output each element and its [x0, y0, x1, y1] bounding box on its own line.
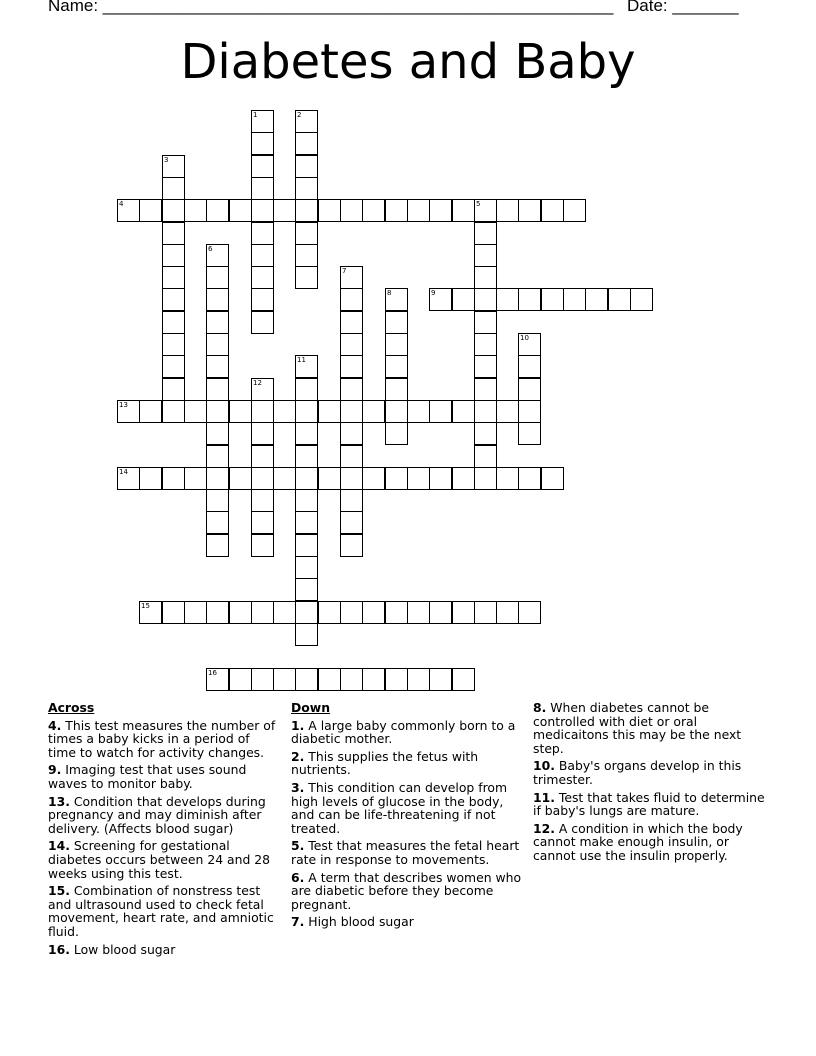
grid-cell[interactable]: [184, 400, 207, 423]
grid-cell[interactable]: [474, 378, 497, 401]
grid-cell[interactable]: [139, 467, 162, 490]
grid-cell[interactable]: [496, 400, 519, 423]
clue-item: [291, 839, 523, 866]
clue-item: [291, 871, 523, 912]
grid-cell[interactable]: [429, 288, 452, 311]
clue-number: 13.: [48, 793, 70, 809]
grid-cell[interactable]: [295, 199, 318, 222]
grid-cell[interactable]: [251, 199, 274, 222]
grid-cell[interactable]: [251, 132, 274, 155]
grid-cell[interactable]: [362, 601, 385, 624]
grid-cell[interactable]: [518, 355, 541, 378]
grid-cell[interactable]: [162, 266, 185, 289]
clue-number: 8.: [533, 700, 547, 715]
clue-text: This supplies the fetus with nutrients.: [291, 748, 479, 778]
grid-cell[interactable]: [162, 400, 185, 423]
grid-cell[interactable]: [162, 333, 185, 356]
grid-cell[interactable]: [206, 668, 229, 691]
grid-cell[interactable]: [206, 333, 229, 356]
grid-cell[interactable]: [474, 445, 497, 468]
date-field-label[interactable]: Date: _______: [627, 0, 739, 15]
clue-item: [48, 943, 280, 957]
grid-cell[interactable]: [385, 378, 408, 401]
grid-cell[interactable]: [273, 668, 296, 691]
clue-item: [533, 791, 765, 818]
clue-number-label: 13: [119, 401, 128, 409]
grid-cell[interactable]: [385, 422, 408, 445]
grid-cell[interactable]: [117, 400, 140, 423]
grid-cell[interactable]: [206, 355, 229, 378]
grid-cell[interactable]: [340, 378, 363, 401]
grid-cell[interactable]: [474, 333, 497, 356]
grid-cell[interactable]: [340, 311, 363, 334]
grid-cell[interactable]: [251, 288, 274, 311]
grid-cell[interactable]: [340, 534, 363, 557]
grid-cell[interactable]: [251, 222, 274, 245]
grid-cell[interactable]: [340, 467, 363, 490]
grid-cell[interactable]: [318, 199, 341, 222]
down-continued-clue-list: [533, 701, 765, 863]
clue-number: 15.: [48, 883, 70, 899]
grid-cell[interactable]: [295, 556, 318, 579]
clue-text: High blood sugar: [304, 914, 414, 930]
grid-cell[interactable]: [340, 668, 363, 691]
grid-cell[interactable]: [184, 601, 207, 624]
clue-text: A condition in which the body cannot make enough insulin, or cannot use the insulin properly.: [533, 820, 743, 863]
grid-cell[interactable]: [206, 534, 229, 557]
grid-cell[interactable]: [385, 668, 408, 691]
grid-cell[interactable]: [407, 400, 430, 423]
clue-text: Combination of nonstress test and ultrasound used to check fetal movement, heart rate, and amniotic fluid.: [48, 883, 274, 939]
down-clue-list: [291, 719, 523, 929]
grid-cell[interactable]: [474, 601, 497, 624]
grid-cell[interactable]: [340, 266, 363, 289]
grid-cell[interactable]: [184, 199, 207, 222]
grid-cell[interactable]: [295, 489, 318, 512]
grid-cell[interactable]: [162, 601, 185, 624]
clue-item: [533, 759, 765, 786]
grid-cell[interactable]: [251, 244, 274, 267]
grid-cell[interactable]: [295, 355, 318, 378]
grid-cell[interactable]: [385, 601, 408, 624]
grid-cell[interactable]: [229, 400, 252, 423]
grid-cell[interactable]: [318, 668, 341, 691]
clue-text: Baby's organs develop in this trimester.: [533, 758, 742, 787]
clue-number-label: 10: [520, 334, 529, 342]
clue-item: [533, 822, 765, 863]
clue-number-label: 15: [141, 602, 150, 610]
clue-text: Condition that develops during pregnancy and may diminish after delivery. (Affects blood sugar): [48, 793, 266, 836]
grid-cell[interactable]: [251, 177, 274, 200]
grid-cell[interactable]: [385, 467, 408, 490]
grid-cell[interactable]: [585, 288, 608, 311]
grid-cell[interactable]: [563, 288, 586, 311]
grid-cell[interactable]: [162, 355, 185, 378]
grid-cell[interactable]: [206, 400, 229, 423]
grid-cell[interactable]: [608, 288, 631, 311]
name-field-label[interactable]: Name: ______________________________________________________: [48, 0, 614, 15]
clue-number: 3.: [291, 779, 305, 795]
grid-cell[interactable]: [385, 199, 408, 222]
grid-cell[interactable]: [273, 467, 296, 490]
grid-cell[interactable]: [340, 489, 363, 512]
grid-cell[interactable]: [295, 578, 318, 601]
grid-cell[interactable]: [452, 400, 475, 423]
clue-text: This test measures the number of times a baby kicks in a period of time to watch for activity changes.: [48, 717, 276, 760]
grid-cell[interactable]: [340, 511, 363, 534]
grid-cell[interactable]: [206, 467, 229, 490]
grid-cell[interactable]: [340, 288, 363, 311]
grid-cell[interactable]: [474, 222, 497, 245]
clue-item: [291, 915, 523, 929]
grid-cell[interactable]: [563, 199, 586, 222]
grid-cell[interactable]: [340, 400, 363, 423]
clues-down-continued-column: [533, 701, 765, 867]
grid-cell[interactable]: [295, 467, 318, 490]
clue-number: 1.: [291, 717, 305, 733]
grid-cell[interactable]: [518, 601, 541, 624]
grid-cell[interactable]: [429, 668, 452, 691]
grid-cell[interactable]: [251, 668, 274, 691]
clue-number-label: 6: [208, 245, 213, 253]
grid-cell[interactable]: [162, 311, 185, 334]
across-heading: Across: [48, 700, 95, 715]
grid-cell[interactable]: [340, 199, 363, 222]
grid-cell[interactable]: [117, 467, 140, 490]
grid-cell[interactable]: [518, 378, 541, 401]
grid-cell[interactable]: [407, 601, 430, 624]
grid-cell[interactable]: [206, 199, 229, 222]
grid-cell[interactable]: [162, 222, 185, 245]
clue-text: When diabetes cannot be controlled with diet or oral medicaitons this may be the next step.: [533, 700, 742, 756]
grid-cell[interactable]: [496, 467, 519, 490]
clues-across-column: [48, 701, 280, 960]
grid-cell[interactable]: [295, 400, 318, 423]
grid-cell[interactable]: [474, 199, 497, 222]
grid-cell[interactable]: [295, 155, 318, 178]
grid-cell[interactable]: [206, 489, 229, 512]
clues-down-column: [291, 701, 523, 933]
grid-cell[interactable]: [251, 489, 274, 512]
clue-number: 16.: [48, 941, 70, 957]
grid-cell[interactable]: [407, 467, 430, 490]
grid-cell[interactable]: [340, 333, 363, 356]
grid-cell[interactable]: [295, 132, 318, 155]
grid-cell[interactable]: [474, 422, 497, 445]
clue-number: 12.: [533, 820, 555, 836]
grid-cell[interactable]: [206, 511, 229, 534]
grid-cell[interactable]: [139, 601, 162, 624]
grid-cell[interactable]: [295, 623, 318, 646]
grid-cell[interactable]: [518, 422, 541, 445]
clue-number: 9.: [48, 762, 62, 778]
grid-cell[interactable]: [251, 511, 274, 534]
grid-cell[interactable]: [251, 400, 274, 423]
grid-cell[interactable]: [518, 333, 541, 356]
grid-cell[interactable]: [229, 199, 252, 222]
clue-number-label: 14: [119, 468, 128, 476]
clue-item: [48, 795, 280, 836]
grid-cell[interactable]: [474, 244, 497, 267]
grid-cell[interactable]: [295, 110, 318, 133]
grid-cell[interactable]: [474, 266, 497, 289]
grid-cell[interactable]: [474, 288, 497, 311]
clue-item: [48, 719, 280, 760]
grid-cell[interactable]: [385, 355, 408, 378]
clue-number-label: 11: [297, 356, 306, 364]
grid-cell[interactable]: [496, 199, 519, 222]
clue-item: [48, 839, 280, 880]
clue-item: [48, 884, 280, 938]
grid-cell[interactable]: [385, 333, 408, 356]
grid-cell[interactable]: [295, 422, 318, 445]
grid-cell[interactable]: [630, 288, 653, 311]
grid-cell[interactable]: [429, 400, 452, 423]
grid-cell[interactable]: [429, 467, 452, 490]
clue-number-label: 3: [164, 156, 169, 164]
clue-number-label: 8: [387, 289, 392, 297]
grid-cell[interactable]: [251, 534, 274, 557]
grid-cell[interactable]: [340, 601, 363, 624]
grid-cell[interactable]: [251, 601, 274, 624]
clue-number-label: 12: [253, 379, 262, 387]
clue-number-label: 9: [431, 289, 436, 297]
grid-cell[interactable]: [318, 467, 341, 490]
clue-text: Low blood sugar: [69, 941, 176, 957]
clue-number: 5.: [291, 838, 305, 854]
grid-cell[interactable]: [251, 155, 274, 178]
clue-number-label: 2: [297, 111, 302, 119]
grid-cell[interactable]: [206, 422, 229, 445]
grid-cell[interactable]: [251, 422, 274, 445]
grid-cell[interactable]: [496, 601, 519, 624]
clue-item: [533, 701, 765, 755]
grid-cell[interactable]: [340, 355, 363, 378]
grid-cell[interactable]: [139, 400, 162, 423]
grid-cell[interactable]: [251, 266, 274, 289]
grid-cell[interactable]: [273, 400, 296, 423]
grid-cell[interactable]: [295, 177, 318, 200]
grid-cell[interactable]: [362, 400, 385, 423]
grid-cell[interactable]: [162, 177, 185, 200]
grid-cell[interactable]: [251, 378, 274, 401]
clue-text: A term that describes women who are diabetic before they become pregnant.: [291, 869, 522, 912]
grid-cell[interactable]: [452, 668, 475, 691]
across-clue-list: [48, 719, 280, 957]
grid-cell[interactable]: [206, 288, 229, 311]
grid-cell[interactable]: [518, 199, 541, 222]
grid-cell[interactable]: [206, 266, 229, 289]
grid-cell[interactable]: [206, 445, 229, 468]
grid-cell[interactable]: [117, 199, 140, 222]
grid-cell[interactable]: [295, 445, 318, 468]
grid-cell[interactable]: [295, 378, 318, 401]
clue-text: A large baby commonly born to a diabetic mother.: [291, 717, 516, 747]
grid-cell[interactable]: [162, 378, 185, 401]
grid-cell[interactable]: [407, 199, 430, 222]
grid-cell[interactable]: [206, 311, 229, 334]
grid-cell[interactable]: [162, 155, 185, 178]
grid-cell[interactable]: [206, 378, 229, 401]
clue-text: Test that takes fluid to determine if baby's lungs are mature.: [533, 789, 765, 819]
grid-cell[interactable]: [295, 511, 318, 534]
grid-cell[interactable]: [229, 601, 252, 624]
grid-cell[interactable]: [385, 288, 408, 311]
grid-cell[interactable]: [139, 199, 162, 222]
grid-cell[interactable]: [429, 601, 452, 624]
grid-cell[interactable]: [407, 668, 430, 691]
clue-item: [291, 719, 523, 746]
grid-cell[interactable]: [518, 400, 541, 423]
grid-cell[interactable]: [229, 668, 252, 691]
clue-number: 6.: [291, 869, 305, 885]
grid-cell[interactable]: [162, 288, 185, 311]
grid-cell[interactable]: [452, 467, 475, 490]
grid-cell[interactable]: [362, 668, 385, 691]
grid-cell[interactable]: [474, 467, 497, 490]
clue-number: 10.: [533, 758, 555, 774]
grid-cell[interactable]: [474, 311, 497, 334]
clue-item: [291, 781, 523, 835]
clue-number-label: 5: [476, 200, 481, 208]
grid-cell[interactable]: [162, 467, 185, 490]
grid-cell[interactable]: [184, 467, 207, 490]
grid-cell[interactable]: [452, 199, 475, 222]
grid-cell[interactable]: [518, 467, 541, 490]
clue-number: 7.: [291, 914, 305, 930]
grid-cell[interactable]: [162, 244, 185, 267]
grid-cell[interactable]: [385, 311, 408, 334]
clue-number: 4.: [48, 717, 62, 733]
clue-number: 2.: [291, 748, 305, 764]
grid-cell[interactable]: [251, 110, 274, 133]
grid-cell[interactable]: [318, 400, 341, 423]
grid-cell[interactable]: [251, 467, 274, 490]
clue-item: [291, 750, 523, 777]
clue-number-label: 4: [119, 200, 124, 208]
clue-item: [48, 763, 280, 790]
grid-cell[interactable]: [385, 400, 408, 423]
grid-cell[interactable]: [452, 601, 475, 624]
grid-cell[interactable]: [474, 400, 497, 423]
grid-cell[interactable]: [340, 422, 363, 445]
down-heading: Down: [291, 700, 331, 715]
grid-cell[interactable]: [251, 311, 274, 334]
clue-text: Test that measures the fetal heart rate in response to movements.: [291, 838, 520, 867]
grid-cell[interactable]: [295, 266, 318, 289]
clue-text: Screening for gestational diabetes occurs between 24 and 28 weeks using this test.: [48, 838, 271, 881]
grid-cell[interactable]: [429, 199, 452, 222]
grid-cell[interactable]: [518, 288, 541, 311]
puzzle-title: Diabetes and Baby: [180, 34, 636, 90]
grid-cell[interactable]: [362, 467, 385, 490]
clue-number: 14.: [48, 838, 70, 854]
clue-number-label: 16: [208, 669, 217, 677]
grid-cell[interactable]: [541, 288, 564, 311]
grid-cell[interactable]: [318, 601, 341, 624]
grid-cell[interactable]: [295, 601, 318, 624]
grid-cell[interactable]: [496, 288, 519, 311]
grid-cell[interactable]: [362, 199, 385, 222]
clue-number: 11.: [533, 789, 555, 805]
clue-text: This condition can develop from high levels of glucose in the body, and can be life-threatening if not treated.: [291, 779, 508, 836]
grid-cell[interactable]: [295, 222, 318, 245]
grid-cell[interactable]: [206, 244, 229, 267]
grid-cell[interactable]: [273, 199, 296, 222]
grid-cell[interactable]: [452, 288, 475, 311]
grid-cell[interactable]: [273, 601, 296, 624]
clue-text: Imaging test that uses sound waves to monitor baby.: [48, 762, 247, 791]
grid-cell[interactable]: [295, 668, 318, 691]
grid-cell[interactable]: [229, 467, 252, 490]
grid-cell[interactable]: [541, 467, 564, 490]
grid-cell[interactable]: [251, 445, 274, 468]
clue-number-label: 7: [342, 267, 347, 275]
grid-cell[interactable]: [474, 355, 497, 378]
grid-cell[interactable]: [295, 534, 318, 557]
clue-number-label: 1: [253, 111, 258, 119]
grid-cell[interactable]: [295, 244, 318, 267]
grid-cell[interactable]: [206, 601, 229, 624]
grid-cell[interactable]: [340, 445, 363, 468]
grid-cell[interactable]: [162, 199, 185, 222]
grid-cell[interactable]: [541, 199, 564, 222]
